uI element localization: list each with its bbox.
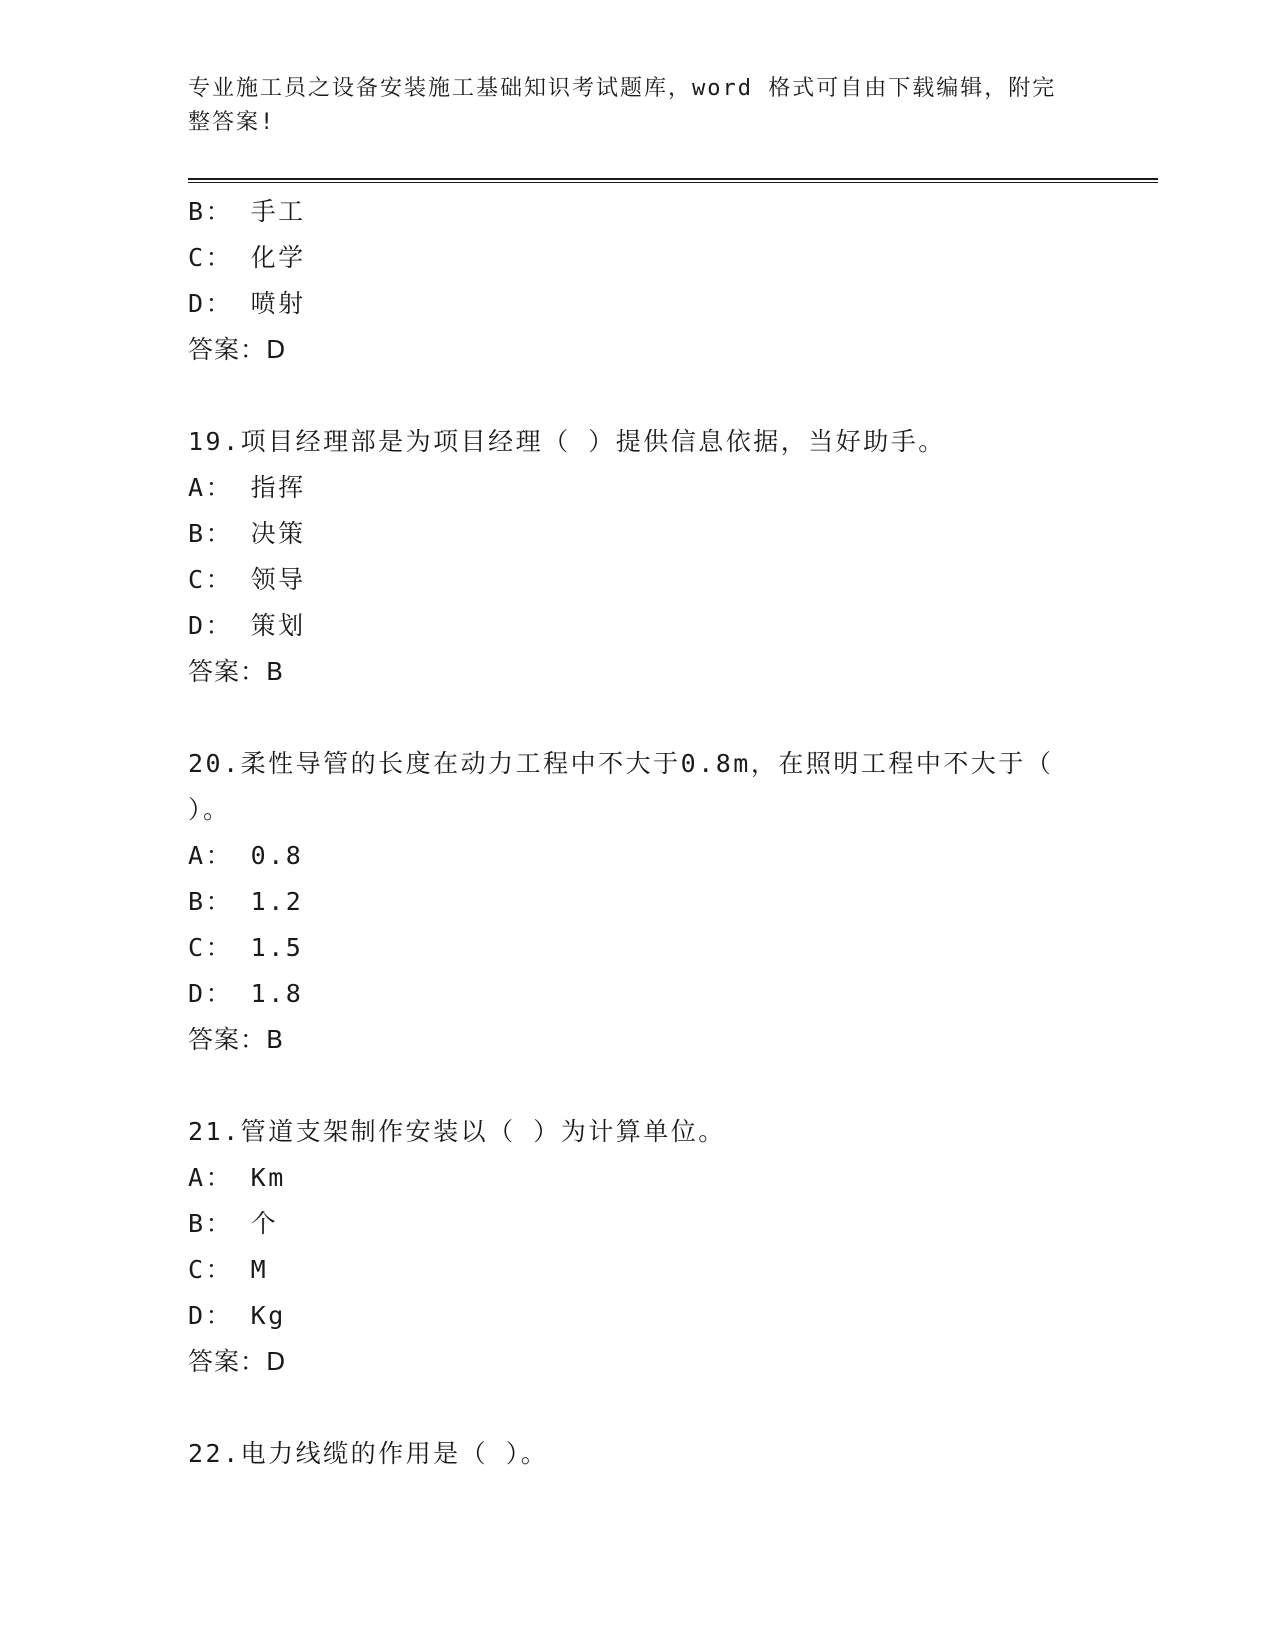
option-c [188,557,1148,603]
option-label: A [188,841,206,870]
answer-label: 答案： [188,335,267,364]
option-b [188,879,1148,925]
question-22 [188,1431,1148,1477]
option-separator: ： [205,933,234,962]
option-label: B [188,1209,206,1238]
option-text: 策划 [250,611,306,640]
option-text: 1.5 [250,933,304,962]
document-header: 专业施工员之设备安装施工基础知识考试题库，word 格式可自由下载编辑，附完整答案! [188,76,1057,135]
option-separator: ： [205,473,234,502]
option-text: 0.8 [250,841,304,870]
option-label: D [188,289,206,318]
option-label: B [188,197,206,226]
option-separator: ： [205,1255,234,1284]
question-gap [188,1385,1148,1431]
answer-label: 答案： [188,1025,267,1054]
answer-line [188,327,1148,373]
option-label: A [188,473,206,502]
option-label: D [188,979,206,1008]
answer-value: B [266,657,285,686]
option-text: 决策 [250,519,306,548]
header-rule [188,178,1158,183]
question-text: 19.项目经理部是为项目经理（ ）提供信息依据，当好助手。 [188,427,946,456]
answer-line [188,1339,1148,1385]
option-separator: ： [205,841,234,870]
option-separator: ： [205,1163,234,1192]
option-separator: ： [205,289,234,318]
partial-question [188,189,1148,373]
question-gap [188,1063,1148,1109]
answer-label: 答案： [188,1347,267,1376]
option-text: Km [250,1163,286,1192]
option-b [188,189,1148,235]
option-separator: ： [205,519,234,548]
option-separator: ： [205,979,234,1008]
answer-value: B [266,1025,285,1054]
option-text: M [250,1255,269,1284]
question-content [188,189,1148,1477]
option-label: D [188,611,206,640]
answer-value: D [266,1347,287,1376]
question-gap [188,695,1148,741]
option-a [188,833,1148,879]
option-separator: ： [205,1301,234,1330]
question-gap [188,373,1148,419]
option-text: 个 [250,1209,279,1238]
question-21 [188,1109,1148,1385]
option-a [188,1155,1148,1201]
question-text: 20.柔性导管的长度在动力工程中不大于0.8m，在照明工程中不大于（ ）。 [188,749,1054,824]
option-label: C [188,933,206,962]
option-text: 化学 [250,243,306,272]
option-separator: ： [205,887,234,916]
option-separator: ： [205,197,234,226]
answer-label: 答案： [188,657,267,686]
question-19 [188,419,1148,695]
option-d [188,603,1148,649]
option-d [188,281,1148,327]
option-text: 喷射 [250,289,306,318]
option-text: 1.8 [250,979,304,1008]
option-d [188,1293,1148,1339]
option-label: B [188,519,206,548]
option-text: 领导 [250,565,306,594]
option-c [188,925,1148,971]
option-text: 指挥 [250,473,306,502]
option-separator: ： [205,611,234,640]
option-b [188,511,1148,557]
option-separator: ： [205,243,234,272]
question-text: 22.电力线缆的作用是（ ）。 [188,1439,549,1468]
option-c [188,1247,1148,1293]
option-text: 1.2 [250,887,304,916]
option-label: B [188,887,206,916]
option-d [188,971,1148,1017]
option-label: A [188,1163,206,1192]
option-a [188,465,1148,511]
option-separator: ： [205,1209,234,1238]
answer-line [188,1017,1148,1063]
answer-value: D [266,335,287,364]
option-label: C [188,243,206,272]
option-text: 手工 [250,197,306,226]
option-separator: ： [205,565,234,594]
option-b [188,1201,1148,1247]
option-label: C [188,1255,206,1284]
option-c [188,235,1148,281]
question-20 [188,741,1148,1063]
answer-line [188,649,1148,695]
option-label: C [188,565,206,594]
option-label: D [188,1301,206,1330]
option-text: Kg [250,1301,286,1330]
question-text: 21.管道支架制作安装以（ ）为计算单位。 [188,1117,726,1146]
